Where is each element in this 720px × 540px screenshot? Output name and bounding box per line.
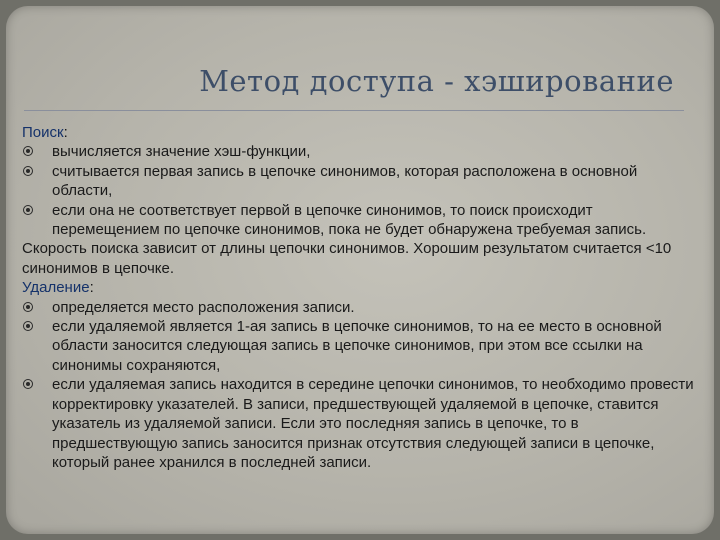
search-bullet-2 bbox=[22, 162, 694, 201]
bullet-icon bbox=[23, 166, 33, 176]
bullet-text: определяется место расположения записи. bbox=[52, 298, 355, 316]
slide-title: Метод доступа - хэширование bbox=[199, 64, 674, 98]
bullet-icon bbox=[23, 146, 33, 156]
slide-body bbox=[22, 123, 694, 472]
bullet-icon bbox=[23, 205, 33, 215]
search-speed-note: Скорость поиска зависит от длины цепочки синонимов. Хорошим результатом считается <10 синонимов в цепочке. bbox=[22, 240, 672, 277]
deletion-bullet-3 bbox=[22, 375, 694, 472]
search-heading-line: Поиск: bbox=[22, 124, 68, 141]
deletion-heading: Удаление bbox=[22, 279, 90, 297]
bullet-icon bbox=[23, 321, 33, 331]
bullet-icon bbox=[23, 379, 33, 389]
search-bullet-3 bbox=[22, 201, 694, 240]
bullet-text: если удаляемой является 1-ая запись в цепочке синонимов, то на ее место в основной области заносится следующая запись в цепочке синонимов, при этом все ссылки на синонимы сохраняются, bbox=[52, 318, 662, 374]
slide bbox=[6, 6, 714, 534]
search-bullet-1 bbox=[22, 142, 694, 161]
title-divider bbox=[24, 110, 684, 111]
bullet-text: если она не соответствует первой в цепочке синонимов, то поиск происходит перемещением по цепочке синонимов, пока не будет обнаружена требуемая запись. bbox=[52, 201, 647, 239]
search-heading: Поиск bbox=[22, 124, 64, 141]
deletion-heading-line: Удаление: bbox=[22, 279, 94, 297]
deletion-bullet-2 bbox=[22, 317, 694, 375]
bullet-text: если удаляемая запись находится в середине цепочки синонимов, то необходимо провести корректировку указателей. В записи, предшествующей удаляемой в цепочке, ставится указатель из удаляемой записи. Если это последняя запись в цепочке, то в предшествующую запись заносится признак отсутствия следующей записи в цепочке, который ранее хранился в последней записи. bbox=[52, 376, 694, 471]
bullet-text: вычисляется значение хэш-функции, bbox=[52, 143, 311, 161]
bullet-icon bbox=[23, 302, 33, 312]
deletion-bullet-1 bbox=[22, 298, 694, 317]
bullet-text: считывается первая запись в цепочке синонимов, которая расположена в основной области, bbox=[52, 162, 638, 200]
